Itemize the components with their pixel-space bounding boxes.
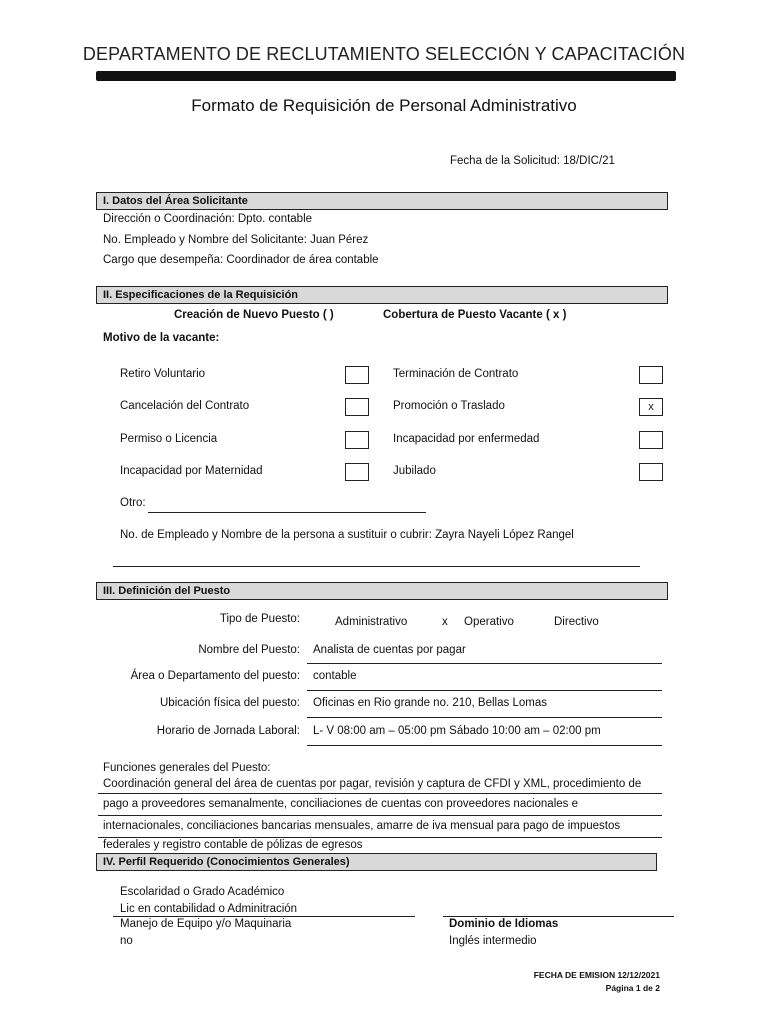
area-label: Área o Departamento del puesto: (130, 670, 300, 682)
header-divider-bar (96, 71, 676, 81)
reason-checkbox[interactable] (345, 366, 369, 384)
section-4-heading: IV. Perfil Requerido (Conocimientos Generales) (96, 853, 657, 871)
education-underline (113, 916, 415, 917)
section-3-heading: III. Definición del Puesto (96, 582, 668, 600)
equipment-label: Manejo de Equipo y/o Maquinaria (120, 918, 292, 930)
location-value: Oficinas en Rio grande no. 210, Bellas Lomas (313, 697, 547, 709)
page-number: Página 1 de 2 (605, 983, 660, 993)
type-mark: x (442, 616, 448, 628)
reason-checkbox[interactable] (639, 431, 663, 449)
functions-line: pago a proveedores semanalmente, conciliaciones de cuentas con proveedores nacionales e (103, 798, 578, 810)
type-operative: Operativo (464, 616, 514, 628)
languages-label: Dominio de Idiomas (449, 918, 559, 930)
functions-underline (98, 793, 662, 794)
job-name-label: Nombre del Puesto: (198, 644, 300, 656)
functions-line: Coordinación general del área de cuentas por pagar, revisión y captura de CFDI y XML, procedimiento de (103, 778, 642, 790)
schedule-underline (307, 745, 662, 746)
reason-label: Cancelación del Contrato (120, 400, 250, 412)
reason-checkbox[interactable] (639, 463, 663, 481)
education-value: Lic en contabilidad o Adminitración (120, 903, 298, 915)
other-input-line[interactable] (148, 512, 426, 513)
section-1-heading: I. Datos del Área Solicitante (96, 192, 668, 210)
location-label: Ubicación física del puesto: (160, 697, 300, 709)
reason-checkbox[interactable]: x (639, 398, 663, 416)
education-label: Escolaridad o Grado Académico (120, 886, 285, 898)
languages-value: Inglés intermedio (449, 935, 537, 947)
functions-line: internacionales, conciliaciones bancarias mensuales, amarre de iva mensual para pago de impuestos (103, 820, 621, 832)
job-name-underline (307, 663, 662, 664)
job-name-value: Analista de cuentas por pagar (313, 644, 466, 656)
reason-checkbox[interactable] (345, 463, 369, 481)
requester-field: No. Empleado y Nombre del Solicitante: Juan Pérez (103, 234, 369, 246)
reason-label: Permiso o Licencia (120, 433, 218, 445)
section-2-heading: II. Especificaciones de la Requisición (96, 286, 668, 304)
request-date: Fecha de la Solicitud: 18/DIC/21 (450, 155, 615, 167)
reason-label: Incapacidad por enfermedad (393, 433, 540, 445)
new-position-option: Creación de Nuevo Puesto ( ) (174, 309, 334, 321)
functions-underline (98, 837, 662, 838)
equipment-value: no (120, 935, 133, 947)
emission-date: FECHA DE EMISION 12/12/2021 (533, 970, 660, 980)
position-field: Cargo que desempeña: Coordinador de área contable (103, 254, 379, 266)
position-type-label: Tipo de Puesto: (219, 613, 300, 625)
substitute-field: No. de Empleado y Nombre de la persona a sustituir o cubrir: Zayra Nayeli López Rangel (120, 529, 574, 541)
other-label: Otro: (120, 497, 146, 509)
type-administrative: Administrativo (335, 616, 408, 628)
schedule-label: Horario de Jornada Laboral: (156, 725, 300, 737)
reason-label: Retiro Voluntario (120, 368, 206, 380)
functions-line: federales y registro contable de pólizas de egresos (103, 839, 363, 851)
area-underline (307, 690, 662, 691)
type-directive: Directivo (554, 616, 599, 628)
languages-divider (443, 916, 674, 917)
location-underline (307, 717, 662, 718)
reason-checkbox[interactable] (345, 398, 369, 416)
motive-label: Motivo de la vacante: (103, 332, 220, 344)
substitute-underline (113, 566, 640, 567)
functions-label: Funciones generales del Puesto: (103, 762, 271, 774)
area-value: contable (313, 670, 357, 682)
reason-label: Terminación de Contrato (393, 368, 519, 380)
department-header: DEPARTAMENTO DE RECLUTAMIENTO SELECCIÓN Y CAPACITACIÓN (82, 44, 686, 64)
form-title: Formato de Requisición de Personal Administrativo (191, 96, 577, 115)
direction-field: Dirección o Coordinación: Dpto. contable (103, 213, 313, 225)
reason-checkbox[interactable] (639, 366, 663, 384)
functions-underline (98, 815, 662, 816)
reason-label: Incapacidad por Maternidad (120, 465, 263, 477)
reason-checkbox[interactable] (345, 431, 369, 449)
reason-label: Jubilado (393, 465, 436, 477)
schedule-value: L- V 08:00 am – 05:00 pm Sábado 10:00 am – 02:00 pm (313, 725, 601, 737)
vacancy-option: Cobertura de Puesto Vacante ( x ) (383, 309, 567, 321)
reason-label: Promoción o Traslado (393, 400, 505, 412)
